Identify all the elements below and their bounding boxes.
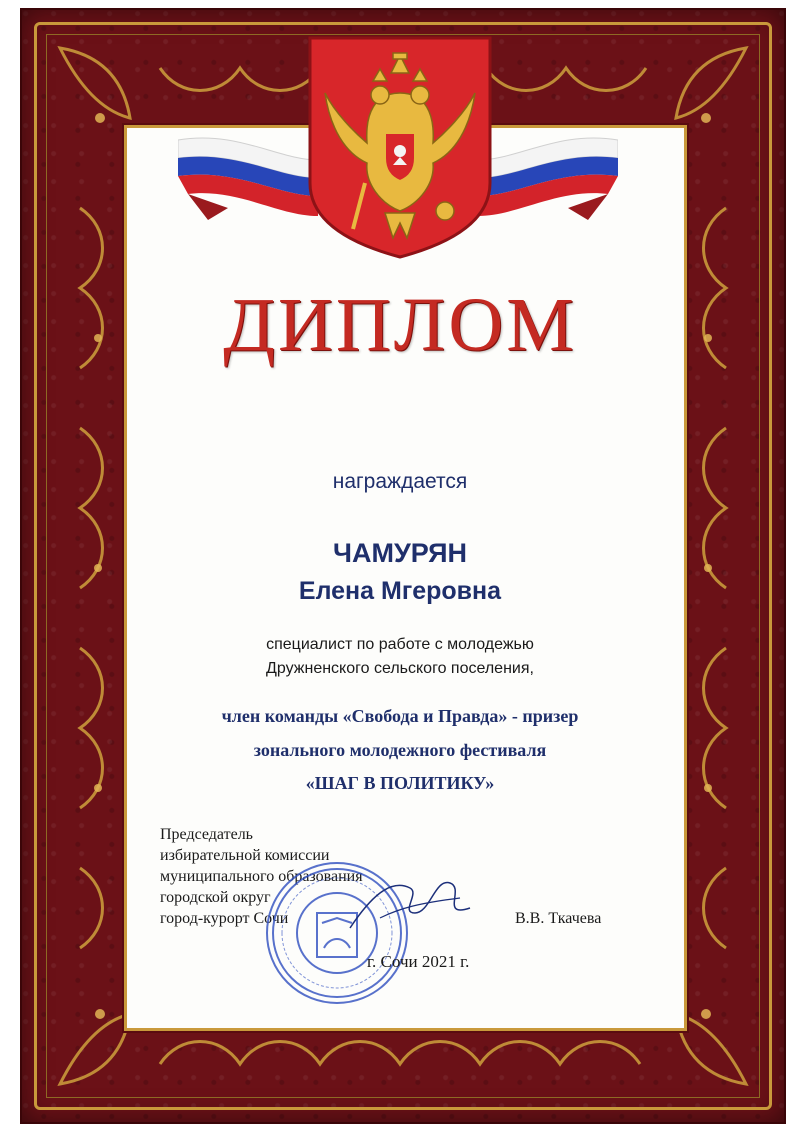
recipient-given-names: Елена Мгеровна <box>298 577 502 605</box>
recipient-surname: ЧАМУРЯН <box>333 538 467 568</box>
signatory-line-3: муниципального образования <box>160 868 363 885</box>
achievement-line-2: зонального молодежного фестиваля <box>253 740 547 760</box>
signatory-line-4: городской округ <box>160 889 271 906</box>
position-line-2: Дружненского сельского поселения, <box>266 660 534 677</box>
achievement-line-3: «ШАГ В ПОЛИТИКУ» <box>305 773 495 793</box>
coat-of-arms-icon <box>305 33 495 261</box>
signatory-name: В.В. Ткачева <box>515 910 602 927</box>
awarded-text: награждается <box>332 470 468 493</box>
signatory-line-2: избирательной комиссии <box>160 847 330 864</box>
signatory-line-5: город-курорт Сочи <box>160 910 289 927</box>
handwritten-signature <box>340 858 480 948</box>
signatory-line-1: Председатель <box>160 826 253 843</box>
achievement-line-1: член команды «Свобода и Правда» - призер <box>221 706 579 726</box>
issue-date: г. Сочи 2021 г. <box>367 952 470 971</box>
position-line-1: специалист по работе с молодежью <box>266 636 534 653</box>
diploma-title: ДИПЛОМ <box>223 283 577 367</box>
